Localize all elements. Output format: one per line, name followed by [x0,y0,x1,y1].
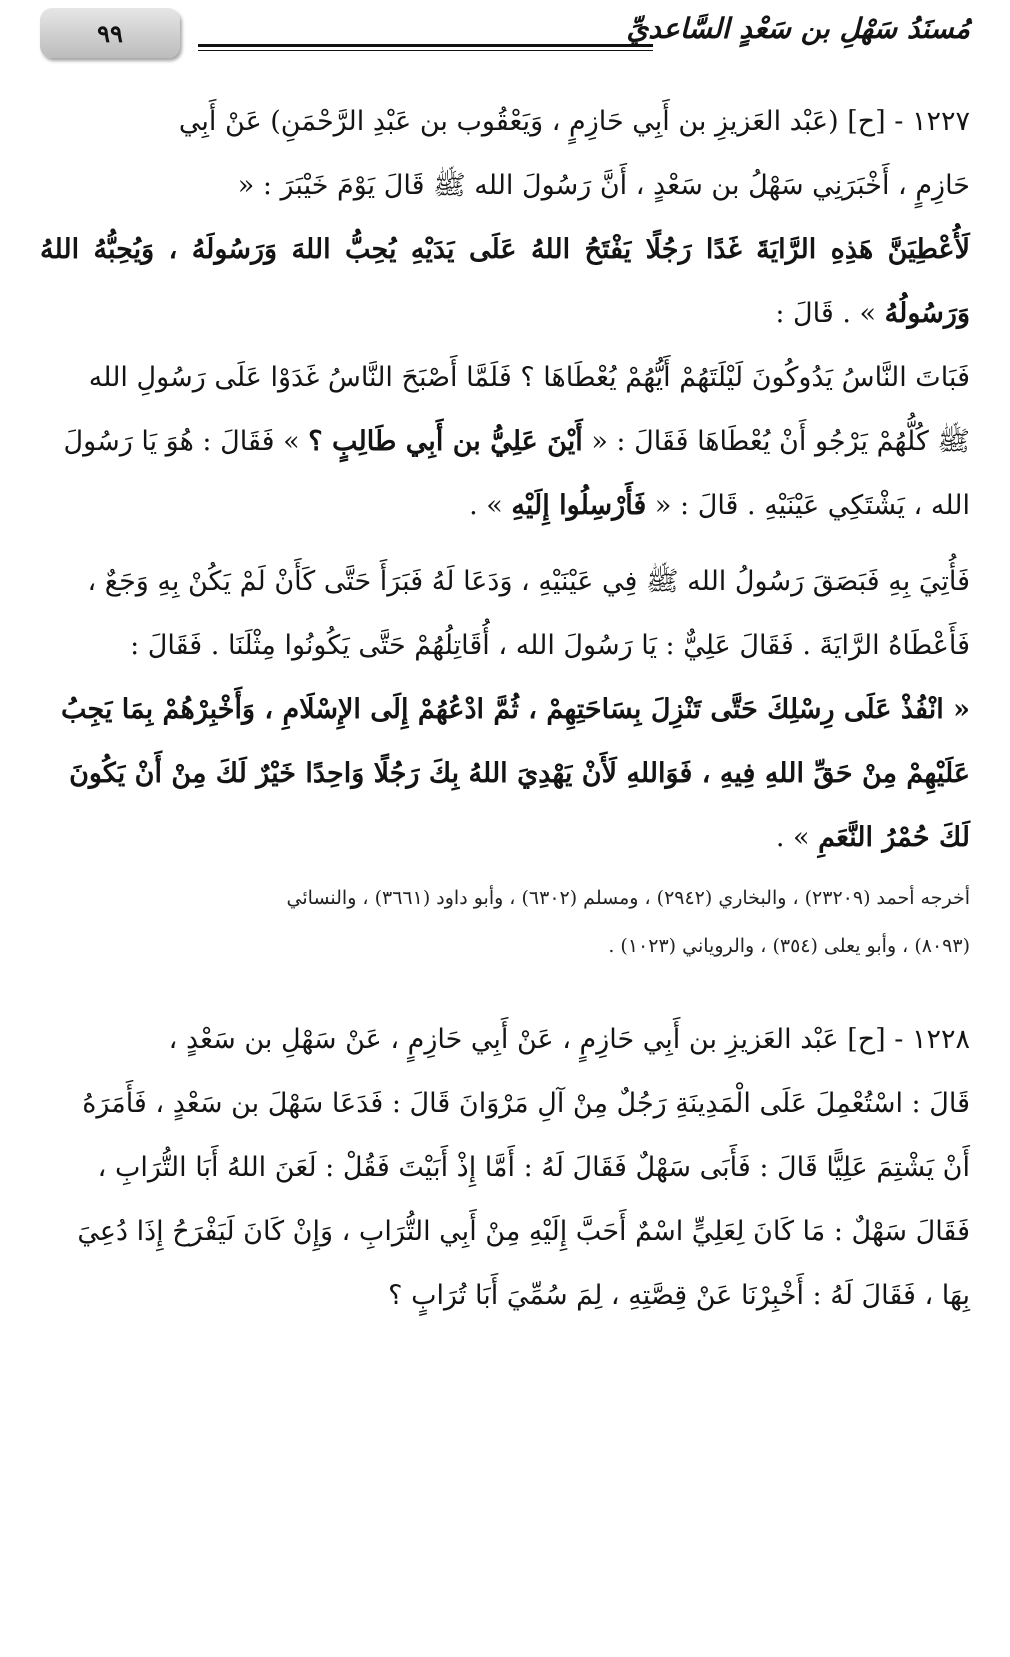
prophetic-saying: أَيْنَ عَلِيُّ بن أَبِي طَالِبٍ ؟ [308,426,583,457]
text-line: لَأُعْطِيَنَّ هَذِهِ الرَّايَةَ غَدًا رَجُلًا يَفْتَحُ اللهُ عَلَى يَدَيْهِ يُحِبُّ اللهَ وَرَسُولَهُ ، وَيُحِبُّهُ اللهُ وَرَسُولُهُ » . قَالَ : [40,234,970,329]
takhrij-footnote [40,874,970,970]
running-title: مُسنَدُ سَهْلِ بن سَعْدٍ السَّاعديِّ [626,12,970,45]
text-line: بِهَا ، فَقَالَ لَهُ : أَخْبِرْنَا عَنْ قِصَّتِهِ ، لِمَ سُمِّيَ أَبَا تُرَابٍ ؟ [388,1280,970,1311]
text-line: ١٢٢٧ - [ح] (عَبْد العَزيزِ بن أَبِي حَازِمٍ ، وَيَعْقُوب بن عَبْدِ الرَّحْمَنِ) عَنْ أَبِي [178,106,970,137]
hadith-1227-paragraph-1 [40,90,970,538]
header-rule [198,44,653,47]
header-rule-thin [198,50,653,51]
page-number: ٩٩ [97,18,123,48]
footnote-line: أخرجه أحمد (٢٣٢٠٩) ، والبخاري (٢٩٤٢) ، ومسلم (٦٣٠٢) ، وأبو داود (٣٦٦١) ، والنسائي [286,887,970,909]
text-line: الله ، يَشْتَكِي عَيْنَيْهِ . قَالَ : « فَأَرْسِلُوا إِلَيْهِ » . [469,490,970,521]
text-line: فَقَالَ سَهْلٌ : مَا كَانَ لِعَلِيٍّ اسْمٌ أَحَبَّ إِلَيْهِ مِنْ أَبِي التُّرَابِ ، وَإِنْ كَانَ لَيَفْرَحُ إِذَا دُعِيَ [77,1216,970,1247]
prophetic-saying: لَكَ حُمْرُ النَّعَمِ [818,822,970,853]
text-line: فَأُتِيَ بِهِ فَبَصَقَ رَسُولُ الله ﷺ فِي عَيْنَيْهِ ، وَدَعَا لَهُ فَبَرَأَ حَتَّى كَأَنْ لَمْ يَكُنْ بِهِ وَجَعٌ ، [87,566,970,597]
text-line: أَنْ يَشْتِمَ عَلِيًّا قَالَ : فَأَبَى سَهْلٌ فَقَالَ لَهُ : أَمَّا إِذْ أَبَيْتَ فَقُلْ : لَعَنَ اللهُ أَبَا التُّرَابِ ، [97,1152,970,1183]
prophetic-saying: لَأُعْطِيَنَّ هَذِهِ الرَّايَةَ غَدًا رَجُلًا يَفْتَحُ اللهُ عَلَى يَدَيْهِ يُحِبُّ اللهَ وَرَسُولَهُ ، وَيُحِبُّهُ اللهُ وَرَسُولُهُ [40,234,970,329]
text-line: لَكَ حُمْرُ النَّعَمِ » . [775,822,970,853]
page-number-badge [40,8,180,58]
prophetic-saying: فَأَرْسِلُوا إِلَيْهِ [511,490,647,521]
page-header [30,8,970,64]
hadith-1228-paragraph [40,1008,970,1328]
text-line: فَبَاتَ النَّاسُ يَدُوكُونَ لَيْلَتَهُمْ أَيُّهُمْ يُعْطَاهَا ؟ فَلَمَّا أَصْبَحَ النَّاسُ غَدَوْا عَلَى رَسُولِ الله [88,362,970,393]
prophetic-saying: عَلَيْهِمْ مِنْ حَقِّ اللهِ فِيهِ ، فَوَاللهِ لَأَنْ يَهْدِيَ اللهُ بِكَ رَجُلًا وَاحِدًا خَيْرٌ لَكَ مِنْ أَنْ يَكُونَ [69,758,970,789]
footnote-line: (٨٠٩٣) ، وأبو يعلى (٣٥٤) ، والروياني (١٠٢٣) . [608,935,970,957]
text-line: فَأَعْطَاهُ الرَّايَةَ . فَقَالَ عَلِيٌّ : يَا رَسُولَ الله ، أُقَاتِلُهُمْ حَتَّى يَكُونُوا مِثْلَنَا . فَقَالَ : [130,630,970,661]
page-body [40,90,970,1328]
text-line: حَازِمٍ ، أَخْبَرَنِي سَهْلُ بن سَعْدٍ ، أَنَّ رَسُولَ الله ﷺ قَالَ يَوْمَ خَيْبَرَ : « [237,170,970,201]
text-line: ١٢٢٨ - [ح] عَبْد العَزيزِ بن أَبِي حَازِمٍ ، عَنْ أَبِي حَازِمٍ ، عَنْ سَهْلِ بن سَعْدٍ ، [168,1024,970,1055]
prophetic-saying: « انْفُذْ عَلَى رِسْلِكَ حَتَّى تَنْزِلَ بِسَاحَتِهِمْ ، ثُمَّ ادْعُهُمْ إِلَى الإِسْلَامِ ، وَأَخْبِرْهُمْ بِمَا يَجِبُ [60,694,970,725]
text-line: ﷺ كُلُّهُمْ يَرْجُو أَنْ يُعْطَاهَا فَقَالَ : « أَيْنَ عَلِيُّ بن أَبِي طَالِبٍ ؟ » فَقَالَ : هُوَ يَا رَسُولَ [63,426,970,457]
hadith-1227-paragraph-2 [40,550,970,870]
text-line: قَالَ : اسْتُعْمِلَ عَلَى الْمَدِينَةِ رَجُلٌ مِنْ آلِ مَرْوَانَ قَالَ : فَدَعَا سَهْلَ بن سَعْدٍ ، فَأَمَرَهُ [82,1088,970,1119]
